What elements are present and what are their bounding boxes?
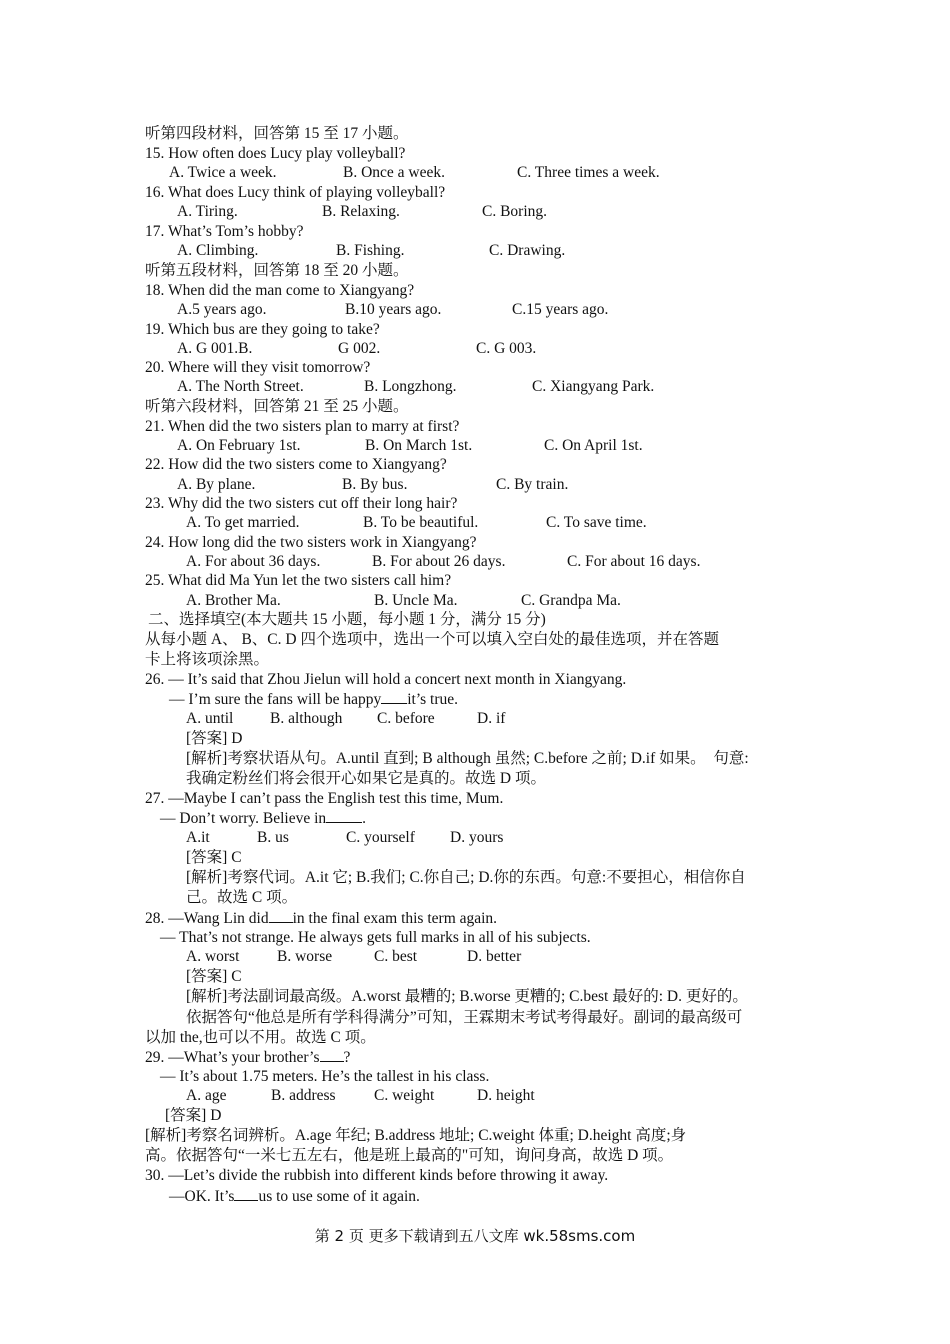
q18-option-a: A.5 years ago. bbox=[177, 301, 267, 318]
q20-option-a: A. The North Street. bbox=[177, 378, 304, 395]
q16-option-a: A. Tiring. bbox=[177, 203, 238, 220]
q26-explanation: [解析]考察状语从句。A.until 直到; B although 虽然; C.before 之前; D.if 如果。 句意: bbox=[186, 750, 749, 767]
q17-option-a: A. Climbing. bbox=[177, 242, 259, 259]
question-27: 27. —Maybe I can’t pass the English test this time, Mum. bbox=[145, 790, 504, 807]
q15-option-b: B. Once a week. bbox=[343, 164, 445, 181]
question-16: 16. What does Lucy think of playing volleyball? bbox=[145, 184, 446, 201]
q24-option-b: B. For about 26 days. bbox=[372, 553, 506, 570]
q28-option-d: D. better bbox=[467, 948, 522, 965]
q29-reply: — It’s about 1.75 meters. He’s the tallest in his class. bbox=[160, 1068, 490, 1085]
q26-reply: — I’m sure the fans will be happy it’s true. bbox=[169, 691, 459, 708]
q26-option-d: D. if bbox=[477, 710, 506, 727]
section-heading-5: 听第五段材料，回答第 18 至 20 小题。 bbox=[145, 262, 409, 279]
q27-answer: [答案] C bbox=[186, 849, 242, 866]
q25-option-b: B. Uncle Ma. bbox=[374, 592, 458, 609]
q27-option-c: C. yourself bbox=[346, 829, 415, 846]
q29-explanation-cont: 高。依据答句“一米七五左右，他是班上最高的"可知，询问身高，故选 D 项。 bbox=[145, 1147, 674, 1164]
q16-option-c: C. Boring. bbox=[482, 203, 548, 220]
q28-option-b: B. worse bbox=[277, 948, 333, 965]
q15-option-a: A. Twice a week. bbox=[169, 164, 277, 181]
question-22: 22. How did the two sisters come to Xiangyang? bbox=[145, 456, 447, 473]
question-25: 25. What did Ma Yun let the two sisters call him? bbox=[145, 572, 452, 589]
q27-explanation: [解析]考察代词。A.it 它; B.我们; C.你自己; D.你的东西。句意:不要担心，相信你自 bbox=[186, 869, 746, 886]
question-29: 29. —What’s your brother’s ? bbox=[145, 1049, 351, 1066]
q26-option-a: A. until bbox=[186, 710, 234, 727]
question-18: 18. When did the man come to Xiangyang? bbox=[145, 282, 415, 299]
q29-option-a: A. age bbox=[186, 1087, 227, 1104]
q22-option-c: C. By train. bbox=[496, 476, 569, 493]
q18-option-c: C.15 years ago. bbox=[512, 301, 609, 318]
q30-reply: —OK. It’s us to use some of it again. bbox=[169, 1188, 420, 1205]
q21-option-b: B. On March 1st. bbox=[365, 437, 473, 454]
q29-explanation: [解析]考察名词辨析。A.age 年纪; B.address 地址; C.weight 体重; D.height 高度;身 bbox=[145, 1127, 687, 1144]
section-heading-4: 听第四段材料，回答第 15 至 17 小题。 bbox=[145, 125, 409, 142]
q28-explanation-cont: 依据答句“他总是所有学科得满分”可知，王霖期末考试考得最好。副词的最高级可 bbox=[186, 1009, 743, 1026]
q19-option-b-value: G 002. bbox=[338, 340, 381, 357]
question-19: 19. Which bus are they going to take? bbox=[145, 321, 380, 338]
q27-option-a: A.it bbox=[186, 829, 210, 846]
q29-option-c: C. weight bbox=[374, 1087, 435, 1104]
q19-option-ab: A. G 001.B. bbox=[177, 340, 253, 357]
q25-option-a: A. Brother Ma. bbox=[186, 592, 281, 609]
q23-option-c: C. To save time. bbox=[546, 514, 647, 531]
question-28: 28. —Wang Lin did in the final exam this term again. bbox=[145, 910, 498, 927]
q28-explanation-end: 以加 the,也可以不用。故选 C 项。 bbox=[145, 1029, 376, 1046]
q27-option-d: D. yours bbox=[450, 829, 504, 846]
question-21: 21. When did the two sisters plan to marry at first? bbox=[145, 418, 460, 435]
q26-answer: [答案] D bbox=[186, 730, 243, 747]
q20-option-c: C. Xiangyang Park. bbox=[532, 378, 655, 395]
q23-option-a: A. To get married. bbox=[186, 514, 300, 531]
question-23: 23. Why did the two sisters cut off their long hair? bbox=[145, 495, 458, 512]
question-30: 30. —Let’s divide the rubbish into different kinds before throwing it away. bbox=[145, 1167, 609, 1184]
q26-option-c: C. before bbox=[377, 710, 435, 727]
q20-option-b: B. Longzhong. bbox=[364, 378, 457, 395]
q25-option-c: C. Grandpa Ma. bbox=[521, 592, 621, 609]
part-two-instruction: 从每小题 A、 B、C. D 四个选项中，选出一个可以填入空白处的最佳选项，并在答题 bbox=[145, 631, 719, 648]
q27-option-b: B. us bbox=[257, 829, 289, 846]
q22-option-b: B. By bus. bbox=[342, 476, 408, 493]
blank bbox=[269, 908, 293, 923]
q24-option-a: A. For about 36 days. bbox=[186, 553, 321, 570]
part-two-heading: 二、选择填空(本大题共 15 小题，每小题 1 分，满分 15 分) bbox=[148, 611, 546, 628]
section-heading-6: 听第六段材料，回答第 21 至 25 小题。 bbox=[145, 398, 409, 415]
q28-option-c: C. best bbox=[374, 948, 418, 965]
q28-option-a: A. worst bbox=[186, 948, 240, 965]
q29-option-b: B. address bbox=[271, 1087, 336, 1104]
q29-answer: [答案] D bbox=[165, 1107, 222, 1124]
q28-explanation: [解析]考法副词最高级。A.worst 最糟的; B.worse 更糟的; C.best 最好的: D. 更好的。 bbox=[186, 988, 748, 1005]
blank bbox=[326, 808, 362, 823]
blank bbox=[381, 689, 407, 704]
question-15: 15. How often does Lucy play volleyball? bbox=[145, 145, 406, 162]
q22-option-a: A. By plane. bbox=[177, 476, 256, 493]
q17-option-b: B. Fishing. bbox=[336, 242, 405, 259]
q29-option-d: D. height bbox=[477, 1087, 535, 1104]
question-26: 26. — It’s said that Zhou Jielun will hold a concert next month in Xiangyang. bbox=[145, 671, 627, 688]
q17-option-c: C. Drawing. bbox=[489, 242, 566, 259]
q21-option-c: C. On April 1st. bbox=[544, 437, 643, 454]
q24-option-c: C. For about 16 days. bbox=[567, 553, 701, 570]
q23-option-b: B. To be beautiful. bbox=[363, 514, 479, 531]
q18-option-b: B.10 years ago. bbox=[345, 301, 442, 318]
question-20: 20. Where will they visit tomorrow? bbox=[145, 359, 371, 376]
part-two-instruction-cont: 卡上将该项涂黑。 bbox=[145, 651, 270, 668]
blank bbox=[234, 1186, 258, 1201]
blank bbox=[320, 1047, 344, 1062]
q28-answer: [答案] C bbox=[186, 968, 242, 985]
q16-option-b: B. Relaxing. bbox=[322, 203, 400, 220]
question-24: 24. How long did the two sisters work in Xiangyang? bbox=[145, 534, 477, 551]
q26-option-b: B. although bbox=[270, 710, 343, 727]
q15-option-c: C. Three times a week. bbox=[517, 164, 660, 181]
question-17: 17. What’s Tom’s hobby? bbox=[145, 223, 304, 240]
q27-reply: — Don’t worry. Believe in . bbox=[160, 810, 367, 827]
q28-reply: — That’s not strange. He always gets full marks in all of his subjects. bbox=[160, 929, 591, 946]
q19-option-c: C. G 003. bbox=[476, 340, 537, 357]
q21-option-a: A. On February 1st. bbox=[177, 437, 301, 454]
q26-explanation-cont: 我确定粉丝们将会很开心如果它是真的。故选 D 项。 bbox=[186, 770, 546, 787]
page-footer: 第 2 页 更多下载请到五八文库 wk.58sms.com bbox=[314, 1227, 636, 1245]
q27-explanation-cont: 己。故选 C 项。 bbox=[186, 889, 298, 906]
